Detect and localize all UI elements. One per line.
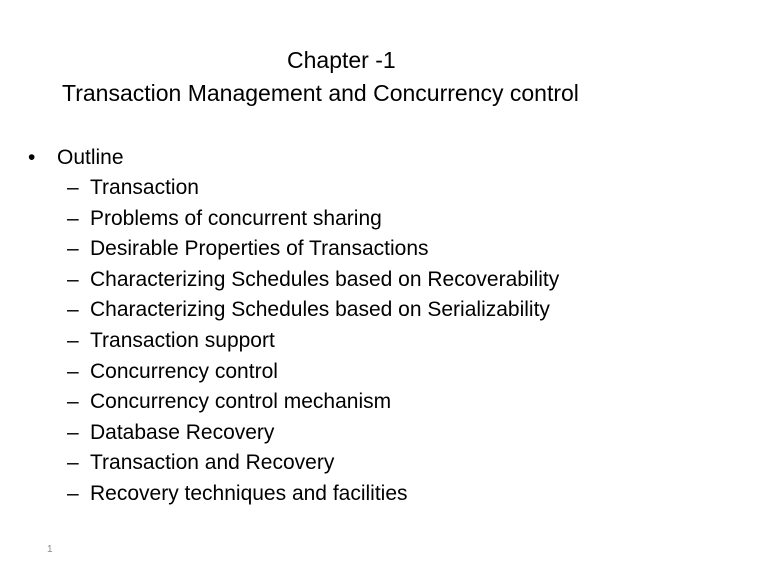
list-item (67, 481, 559, 512)
list-item (67, 420, 559, 451)
dash-icon: – (67, 328, 79, 352)
list-item-text: Problems of concurrent sharing (90, 206, 382, 230)
slide-title-topic: Transaction Management and Concurrency control (62, 80, 579, 106)
slide-title-chapter: Chapter -1 (287, 47, 396, 73)
slide-number: 1 (47, 544, 53, 555)
list-item (67, 450, 559, 481)
dash-icon: – (67, 420, 79, 444)
dash-icon: – (67, 237, 79, 261)
list-item-text: Recovery techniques and facilities (90, 481, 408, 505)
dash-icon: – (67, 298, 79, 322)
list-item (67, 328, 559, 359)
list-item-text: Desirable Properties of Transactions (90, 237, 429, 261)
outline-label: Outline (57, 146, 124, 169)
list-item-text: Transaction support (90, 328, 275, 352)
list-item (67, 206, 559, 237)
list-item (67, 389, 559, 420)
list-item (67, 297, 559, 328)
dash-icon: – (67, 390, 79, 414)
list-item-text: Characterizing Schedules based on Recoverability (90, 267, 560, 291)
list-item (67, 359, 559, 390)
dash-icon: – (67, 206, 79, 230)
list-item (67, 236, 559, 267)
list-item (67, 267, 559, 298)
dash-icon: – (67, 451, 79, 475)
dash-icon: – (67, 359, 79, 383)
list-item (67, 175, 559, 206)
list-item-text: Characterizing Schedules based on Serializability (90, 298, 550, 322)
dash-icon: – (67, 176, 79, 199)
list-item-text: Concurrency control (90, 359, 278, 383)
list-item-text: Database Recovery (90, 420, 275, 444)
outline-heading (28, 145, 124, 171)
dash-icon: – (67, 481, 79, 505)
outline-list (67, 175, 559, 512)
list-item-text: Transaction (90, 176, 199, 199)
bullet-icon: • (28, 146, 36, 169)
list-item-text: Concurrency control mechanism (90, 390, 392, 414)
dash-icon: – (67, 267, 79, 291)
list-item-text: Transaction and Recovery (90, 451, 335, 475)
